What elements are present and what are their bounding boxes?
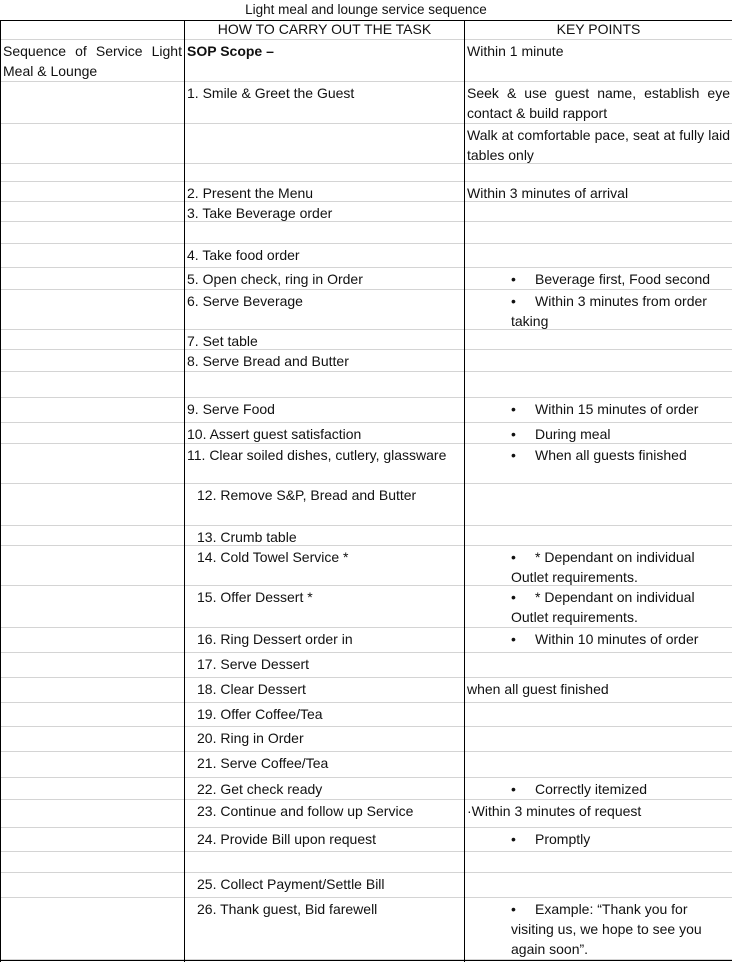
section-cell[interactable] xyxy=(1,222,184,243)
bullet-icon: • xyxy=(511,631,516,647)
step-cell[interactable]: 17. Serve Dessert xyxy=(197,656,310,672)
key-point-cell[interactable] xyxy=(465,290,732,329)
key-point-text: During meal xyxy=(535,426,611,442)
header-cell-0[interactable] xyxy=(1,20,184,39)
step-cell[interactable]: 15. Offer Dessert * xyxy=(197,589,313,605)
section-cell[interactable] xyxy=(1,164,184,181)
step-cell[interactable] xyxy=(185,164,464,181)
step-cell[interactable]: 25. Collect Payment/Settle Bill xyxy=(197,876,385,892)
section-cell[interactable] xyxy=(1,828,184,851)
key-point-cell[interactable] xyxy=(465,852,732,872)
key-point-cell[interactable] xyxy=(465,222,732,243)
table-row xyxy=(0,653,732,678)
key-point-cell[interactable] xyxy=(465,268,732,289)
step-cell[interactable]: 7. Set table xyxy=(187,333,258,349)
section-cell[interactable] xyxy=(1,290,184,329)
table-row xyxy=(0,372,732,398)
table-row xyxy=(0,82,732,124)
section-cell[interactable] xyxy=(1,330,184,349)
step-cell[interactable]: 14. Cold Towel Service * xyxy=(197,549,349,565)
section-cell[interactable]: Sequence of Service Light Meal & Lounge xyxy=(3,43,182,79)
step-cell[interactable]: 26. Thank guest, Bid farewell xyxy=(197,901,378,917)
section-cell[interactable] xyxy=(1,350,184,371)
key-point-cell[interactable] xyxy=(465,164,732,181)
table-row xyxy=(0,164,732,182)
section-cell[interactable] xyxy=(1,372,184,397)
bullet-icon: • xyxy=(511,447,516,463)
section-cell[interactable] xyxy=(1,628,184,652)
header-row xyxy=(0,20,732,40)
step-cell[interactable]: 20. Ring in Order xyxy=(197,730,304,746)
section-cell[interactable] xyxy=(1,526,184,545)
section-cell[interactable] xyxy=(1,778,184,799)
section-cell[interactable] xyxy=(1,653,184,677)
table-row xyxy=(0,330,732,350)
key-point-cell[interactable] xyxy=(465,484,732,525)
key-point-cell[interactable] xyxy=(465,727,732,751)
table-row xyxy=(0,350,732,372)
section-cell[interactable] xyxy=(1,268,184,289)
header-key-points[interactable]: KEY POINTS xyxy=(556,21,641,37)
key-point-cell[interactable] xyxy=(465,752,732,777)
key-point-cell[interactable] xyxy=(465,586,732,627)
key-point-cell[interactable] xyxy=(465,628,732,652)
section-cell[interactable] xyxy=(1,678,184,702)
key-point-text: Within 10 minutes of order xyxy=(535,631,699,647)
section-cell[interactable] xyxy=(1,124,184,163)
key-point-text: Correctly itemized xyxy=(535,781,648,797)
key-point-cell[interactable] xyxy=(465,873,732,897)
step-cell[interactable]: 12. Remove S&P, Bread and Butter xyxy=(197,487,417,503)
section-cell[interactable] xyxy=(1,423,184,443)
step-cell[interactable]: 19. Offer Coffee/Tea xyxy=(197,706,323,722)
step-cell[interactable]: 2. Present the Menu xyxy=(187,185,314,201)
key-point-text: Within 15 minutes of order xyxy=(535,401,699,417)
step-cell[interactable]: 9. Serve Food xyxy=(187,401,275,417)
step-cell[interactable]: 23. Continue and follow up Service xyxy=(197,803,414,819)
key-point-cell[interactable] xyxy=(465,653,732,677)
section-cell[interactable] xyxy=(1,82,184,123)
step-cell[interactable]: 11. Clear soiled dishes, cutlery, glassware xyxy=(187,447,447,463)
table-row xyxy=(0,244,732,268)
table-row xyxy=(0,828,732,852)
key-point-cell[interactable]: Within 1 minute xyxy=(467,43,564,59)
step-cell[interactable]: 16. Ring Dessert order in xyxy=(197,631,353,647)
section-cell[interactable] xyxy=(1,244,184,267)
key-point-cell[interactable]: Seek & use guest name, establish eye contact & build rapport xyxy=(467,85,730,121)
step-cell[interactable]: 5. Open check, ring in Order xyxy=(187,271,363,287)
key-point-text: * Dependant on individual Outlet requirements. xyxy=(511,549,695,585)
key-point-cell[interactable] xyxy=(465,800,732,827)
step-cell[interactable]: 21. Serve Coffee/Tea xyxy=(197,755,329,771)
key-point-text: Within 3 minutes of request xyxy=(471,803,642,819)
section-cell[interactable] xyxy=(1,727,184,751)
section-cell[interactable] xyxy=(1,546,184,585)
table-row xyxy=(0,182,732,202)
key-point-text: Beverage first, Food second xyxy=(535,271,711,287)
table-row xyxy=(0,678,732,703)
table-row xyxy=(0,222,732,244)
key-point-text: When all guests finished xyxy=(535,447,687,463)
table-row xyxy=(0,546,732,586)
step-cell[interactable] xyxy=(185,222,464,243)
bullet-icon: • xyxy=(511,901,516,917)
section-cell[interactable] xyxy=(1,444,184,483)
key-point-text: Within 3 minutes from order taking xyxy=(511,293,707,329)
key-point-cell[interactable] xyxy=(465,372,732,397)
key-point-cell[interactable] xyxy=(465,202,732,221)
step-cell[interactable]: 4. Take food order xyxy=(187,247,300,263)
section-cell[interactable] xyxy=(1,586,184,627)
key-point-text: Promptly xyxy=(535,831,591,847)
key-point-text: Example: “Thank you for visiting us, we hope to see you again soon”. xyxy=(511,901,702,957)
table-row xyxy=(0,484,732,526)
section-cell[interactable] xyxy=(1,873,184,897)
table-row xyxy=(0,703,732,727)
step-cell[interactable]: 22. Get check ready xyxy=(197,781,323,797)
section-cell[interactable] xyxy=(1,852,184,872)
section-cell[interactable] xyxy=(1,800,184,827)
table-row xyxy=(0,752,732,778)
table-row xyxy=(0,398,732,423)
step-cell[interactable]: 13. Crumb table xyxy=(197,529,297,545)
section-cell[interactable] xyxy=(1,484,184,525)
key-point-cell[interactable] xyxy=(465,350,732,371)
key-point-cell[interactable]: Walk at comfortable pace, seat at fully laid tables only xyxy=(467,127,730,163)
key-point-cell[interactable] xyxy=(465,444,732,483)
step-cell[interactable] xyxy=(185,124,464,163)
section-cell[interactable] xyxy=(1,202,184,221)
step-cell[interactable]: 10. Assert guest satisfaction xyxy=(187,426,362,442)
key-point-cell[interactable] xyxy=(465,398,732,422)
section-cell[interactable] xyxy=(1,398,184,422)
bullet-icon: • xyxy=(511,549,516,565)
table-row xyxy=(0,526,732,546)
table-row xyxy=(0,898,732,960)
key-point-cell[interactable]: when all guest finished xyxy=(467,681,609,697)
step-cell[interactable]: 24. Provide Bill upon request xyxy=(197,831,376,847)
bullet-icon: • xyxy=(511,293,516,309)
bullet-icon: • xyxy=(511,426,516,442)
table-row xyxy=(0,423,732,444)
table-row xyxy=(0,800,732,828)
step-cell[interactable]: 1. Smile & Greet the Guest xyxy=(187,85,355,101)
sheet-title: Light meal and lounge service sequence xyxy=(0,0,732,21)
table-row xyxy=(0,444,732,484)
table-row xyxy=(0,873,732,898)
key-point-cell[interactable] xyxy=(465,244,732,267)
table-row xyxy=(0,124,732,164)
bullet-icon: • xyxy=(511,831,516,847)
table-row xyxy=(0,40,732,82)
table-row xyxy=(0,852,732,873)
step-cell[interactable]: SOP Scope – xyxy=(187,43,274,59)
table-row xyxy=(0,628,732,653)
table-row xyxy=(0,202,732,222)
section-cell[interactable] xyxy=(1,703,184,726)
section-cell[interactable] xyxy=(1,752,184,777)
key-point-cell[interactable] xyxy=(465,546,732,585)
table-row xyxy=(0,778,732,800)
key-point-cell[interactable] xyxy=(465,526,732,545)
key-point-cell[interactable] xyxy=(465,778,732,799)
key-point-cell[interactable] xyxy=(465,330,732,349)
bullet-icon: • xyxy=(511,589,516,605)
table-row xyxy=(0,586,732,628)
table-row xyxy=(0,268,732,290)
key-point-cell[interactable]: Within 3 minutes of arrival xyxy=(467,185,629,201)
key-point-cell[interactable] xyxy=(465,423,732,443)
step-cell[interactable]: 6. Serve Beverage xyxy=(187,293,303,309)
bullet-icon: · xyxy=(467,803,472,819)
section-cell[interactable] xyxy=(1,898,184,959)
key-point-cell[interactable] xyxy=(465,898,732,959)
key-point-text: * Dependant on individual Outlet requirements. xyxy=(511,589,695,625)
step-cell[interactable] xyxy=(185,372,464,397)
bullet-icon: • xyxy=(511,271,516,287)
step-cell[interactable]: 18. Clear Dessert xyxy=(197,681,306,697)
table-row xyxy=(0,727,732,752)
bullet-icon: • xyxy=(511,781,516,797)
key-point-cell[interactable] xyxy=(465,828,732,851)
header-how-to[interactable]: HOW TO CARRY OUT THE TASK xyxy=(217,21,432,37)
key-point-cell[interactable] xyxy=(465,703,732,726)
table-row xyxy=(0,290,732,330)
step-cell[interactable] xyxy=(185,852,464,872)
step-cell[interactable]: 8. Serve Bread and Butter xyxy=(187,353,349,369)
bullet-icon: • xyxy=(511,401,516,417)
section-cell[interactable] xyxy=(1,182,184,201)
step-cell[interactable]: 3. Take Beverage order xyxy=(187,205,333,221)
